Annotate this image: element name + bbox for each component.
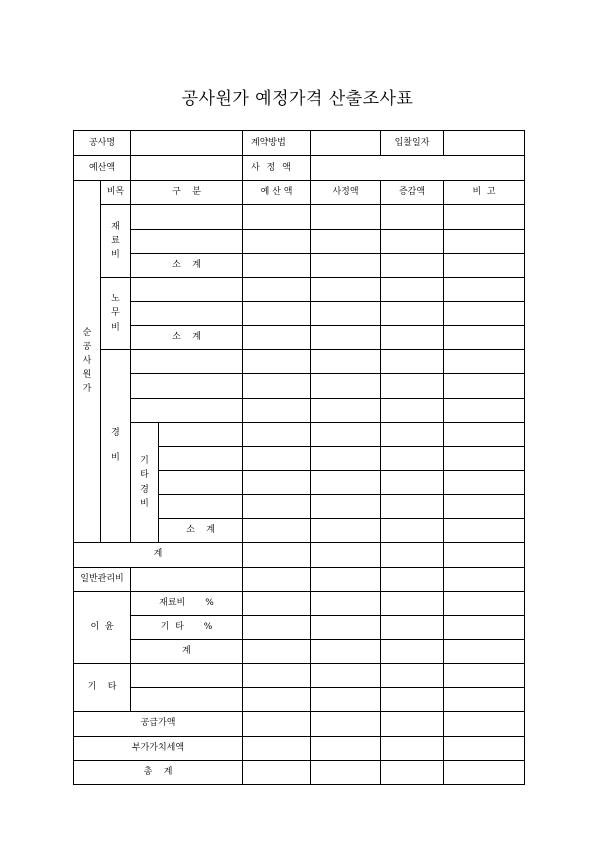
cell[interactable] [243, 398, 311, 422]
cell[interactable] [311, 301, 381, 325]
cell[interactable] [311, 712, 381, 736]
cell[interactable] [311, 470, 381, 494]
cell[interactable] [381, 760, 444, 784]
cell[interactable] [444, 639, 525, 663]
cell[interactable] [444, 495, 525, 519]
material-item-cell[interactable] [131, 229, 243, 253]
column-header-budget: 예 산 액 [243, 181, 311, 205]
cell[interactable] [381, 519, 444, 543]
other-expense-label: 기타경비 [131, 422, 159, 543]
cell[interactable] [243, 736, 311, 760]
cell[interactable] [243, 712, 311, 736]
cell[interactable] [444, 326, 525, 350]
cell[interactable] [243, 495, 311, 519]
cell[interactable] [381, 615, 444, 639]
cell[interactable] [444, 543, 525, 567]
bid-date-label: 입찰일자 [381, 131, 444, 156]
cell[interactable] [311, 374, 381, 398]
general-admin-field[interactable] [131, 567, 243, 591]
cell[interactable] [243, 446, 311, 470]
cell[interactable] [381, 374, 444, 398]
cell[interactable] [444, 229, 525, 253]
assessed-label: 사 정 액 [243, 156, 311, 181]
cell[interactable] [243, 374, 311, 398]
cell[interactable] [381, 277, 444, 301]
cell[interactable] [311, 567, 381, 591]
cell[interactable] [381, 591, 444, 615]
cell[interactable] [444, 253, 525, 277]
cell[interactable] [381, 253, 444, 277]
budget-field[interactable] [131, 156, 243, 181]
cell[interactable] [243, 253, 311, 277]
material-label: 재료비 [101, 205, 131, 277]
cell[interactable] [444, 591, 525, 615]
cell[interactable] [444, 567, 525, 591]
other-item-cell[interactable] [131, 688, 243, 712]
profit-total-label: 계 [131, 639, 243, 663]
cell[interactable] [311, 736, 381, 760]
cell[interactable] [444, 446, 525, 470]
cell[interactable] [381, 326, 444, 350]
column-header-category: 구 분 [131, 181, 243, 205]
cell[interactable] [243, 229, 311, 253]
cell[interactable] [444, 519, 525, 543]
column-header-assessed: 사정액 [311, 181, 381, 205]
cell[interactable] [444, 374, 525, 398]
assessed-field[interactable] [311, 156, 525, 181]
cell[interactable] [381, 229, 444, 253]
cell[interactable] [381, 398, 444, 422]
cell[interactable] [381, 736, 444, 760]
cell[interactable] [243, 301, 311, 325]
general-admin-label: 일반관리비 [74, 567, 131, 591]
cell[interactable] [243, 615, 311, 639]
cell[interactable] [381, 712, 444, 736]
expense-label: 경비 [101, 350, 131, 543]
cell[interactable] [444, 277, 525, 301]
cell[interactable] [311, 277, 381, 301]
column-header-cost-type: 비목 [101, 181, 131, 205]
other-expense-item-cell[interactable] [159, 446, 243, 470]
cell[interactable] [444, 736, 525, 760]
page-title: 공사원가 예정가격 산출조사표 [181, 89, 414, 109]
labor-label: 노무비 [101, 277, 131, 349]
profit-label: 이 윤 [74, 591, 131, 663]
cell[interactable] [311, 205, 381, 229]
labor-subtotal-label: 소 계 [131, 326, 243, 350]
cell[interactable] [444, 615, 525, 639]
cell[interactable] [381, 205, 444, 229]
cell[interactable] [243, 326, 311, 350]
cell[interactable] [311, 591, 381, 615]
cell[interactable] [243, 664, 311, 688]
cell[interactable] [311, 519, 381, 543]
cell[interactable] [243, 591, 311, 615]
cell[interactable] [243, 543, 311, 567]
cell[interactable] [243, 567, 311, 591]
profit-material-label: 재료비 % [131, 591, 243, 615]
contract-method-label: 계약방법 [243, 131, 311, 156]
net-cost-total-label: 계 [74, 543, 243, 567]
cell[interactable] [444, 422, 525, 446]
cell[interactable] [311, 253, 381, 277]
vat-label: 부가가치세액 [74, 736, 243, 760]
cell[interactable] [243, 205, 311, 229]
cell[interactable] [311, 398, 381, 422]
budget-label: 예산액 [74, 156, 131, 181]
cell[interactable] [243, 519, 311, 543]
other-expense-item-cell[interactable] [159, 470, 243, 494]
cell[interactable] [444, 350, 525, 374]
cell[interactable] [311, 639, 381, 663]
labor-item-cell[interactable] [131, 301, 243, 325]
other-expense-item-cell[interactable] [159, 495, 243, 519]
cell[interactable] [381, 639, 444, 663]
expense-item-cell[interactable] [131, 350, 243, 374]
cell[interactable] [243, 277, 311, 301]
cell[interactable] [444, 664, 525, 688]
cost-estimate-table [73, 130, 525, 785]
cell[interactable] [311, 229, 381, 253]
cell[interactable] [243, 470, 311, 494]
cell[interactable] [243, 760, 311, 784]
cell[interactable] [311, 543, 381, 567]
cell[interactable] [444, 301, 525, 325]
cell[interactable] [311, 446, 381, 470]
cell[interactable] [381, 301, 444, 325]
cell[interactable] [444, 688, 525, 712]
cell[interactable] [243, 350, 311, 374]
cell[interactable] [311, 760, 381, 784]
cell[interactable] [381, 422, 444, 446]
cell[interactable] [381, 446, 444, 470]
cell[interactable] [381, 350, 444, 374]
cell[interactable] [311, 422, 381, 446]
cell[interactable] [311, 326, 381, 350]
cell[interactable] [381, 567, 444, 591]
net-cost-section-label: 순공사원가 [74, 181, 101, 543]
cell[interactable] [311, 688, 381, 712]
cell[interactable] [243, 688, 311, 712]
material-subtotal-label: 소 계 [131, 253, 243, 277]
column-header-diff: 증감액 [381, 181, 444, 205]
contract-method-field[interactable] [311, 131, 381, 156]
cell[interactable] [444, 712, 525, 736]
cell[interactable] [444, 760, 525, 784]
cell[interactable] [381, 495, 444, 519]
expense-subtotal-label: 소 계 [159, 519, 243, 543]
project-name-label: 공사명 [74, 131, 131, 156]
cell[interactable] [381, 664, 444, 688]
grand-total-label: 총 계 [74, 760, 243, 784]
project-name-field[interactable] [131, 131, 243, 156]
cell[interactable] [311, 350, 381, 374]
cell[interactable] [444, 470, 525, 494]
labor-item-cell[interactable] [131, 277, 243, 301]
cell[interactable] [311, 664, 381, 688]
cell[interactable] [311, 495, 381, 519]
cell[interactable] [381, 470, 444, 494]
material-item-cell[interactable] [131, 205, 243, 229]
bid-date-field[interactable] [444, 131, 525, 156]
cell[interactable] [444, 205, 525, 229]
other-item-cell[interactable] [131, 664, 243, 688]
cell[interactable] [444, 398, 525, 422]
supply-value-label: 공급가액 [74, 712, 243, 736]
expense-item-cell[interactable] [131, 398, 243, 422]
cell[interactable] [243, 422, 311, 446]
other-label: 기 타 [74, 664, 131, 712]
other-expense-item-cell[interactable] [159, 422, 243, 446]
expense-item-cell[interactable] [131, 374, 243, 398]
cell[interactable] [243, 639, 311, 663]
cell[interactable] [381, 543, 444, 567]
column-header-remarks: 비 고 [444, 181, 525, 205]
profit-other-label: 기 타 % [131, 615, 243, 639]
cell[interactable] [311, 615, 381, 639]
cell[interactable] [381, 688, 444, 712]
